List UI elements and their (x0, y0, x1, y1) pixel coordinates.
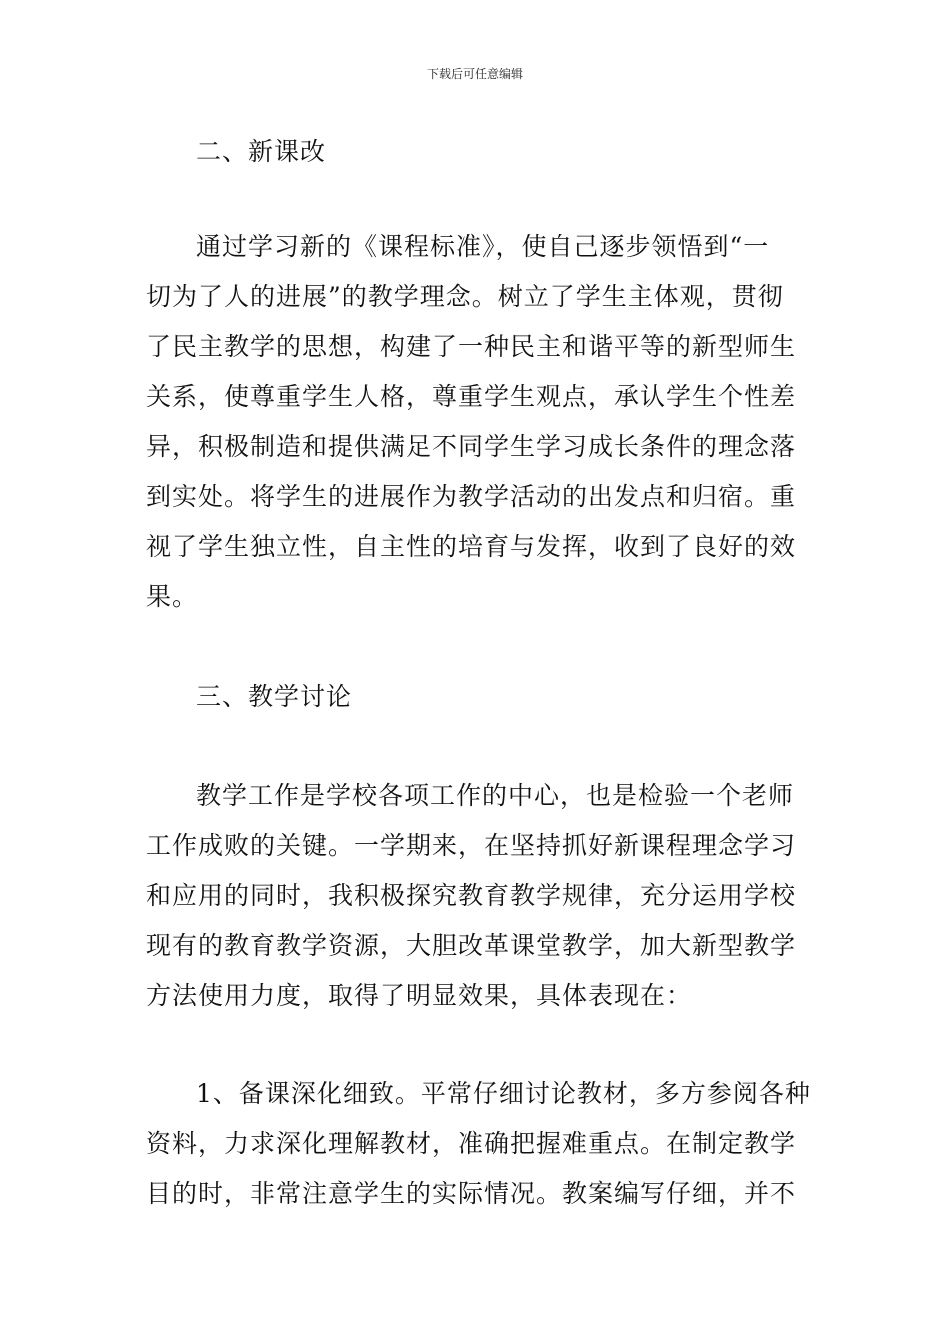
text-line: 切为了人的进展”的教学理念。树立了学生主体观，贯彻 (146, 282, 784, 311)
paragraph-lesson-prep (146, 1069, 811, 1219)
section-heading-teaching-discussion: 三、教学讨论 (196, 682, 353, 711)
text-line: 工作成败的关键。一学期来，在坚持抓好新课程理念学习 (146, 831, 797, 860)
text-line: 到实处。将学生的进展作为教学活动的出发点和归宿。重 (146, 482, 797, 511)
text-line: 异，积极制造和提供满足不同学生学习成长条件的理念落 (146, 432, 797, 461)
paragraph-new-curriculum (146, 222, 806, 622)
text-line: 通过学习新的《课程标准》，使自己逐步领悟到“一 (196, 232, 770, 261)
text-line: 1、备课深化细致。平常仔细讨论教材，多方参阅各种 (196, 1079, 811, 1108)
paragraph-teaching-discussion (146, 771, 806, 1021)
text-line: 和应用的同时，我积极探究教育教学规律，充分运用学校 (146, 881, 797, 910)
text-line: 关系，使尊重学生人格，尊重学生观点，承认学生个性差 (146, 382, 797, 411)
section-heading-new-curriculum: 二、新课改 (196, 137, 327, 166)
text-line: 目的时，非常注意学生的实际情况。教案编写仔细，并不 (146, 1179, 797, 1208)
text-line: 视了学生独立性，自主性的培育与发挥，收到了良好的效 (146, 532, 797, 561)
text-line: 资料，力求深化理解教材，准确把握难重点。在制定教学 (146, 1129, 797, 1158)
text-line: 教学工作是学校各项工作的中心，也是检验一个老师 (196, 781, 795, 810)
text-line: 果。 (146, 582, 199, 611)
text-line: 方法使用力度，取得了明显效果，具体表现在： (146, 981, 693, 1010)
text-line: 现有的教育教学资源，大胆改革课堂教学，加大新型教学 (146, 931, 797, 960)
text-line: 了民主教学的思想，构建了一种民主和谐平等的新型师生 (146, 332, 797, 361)
page-header: 下载后可任意编辑 (426, 67, 523, 81)
